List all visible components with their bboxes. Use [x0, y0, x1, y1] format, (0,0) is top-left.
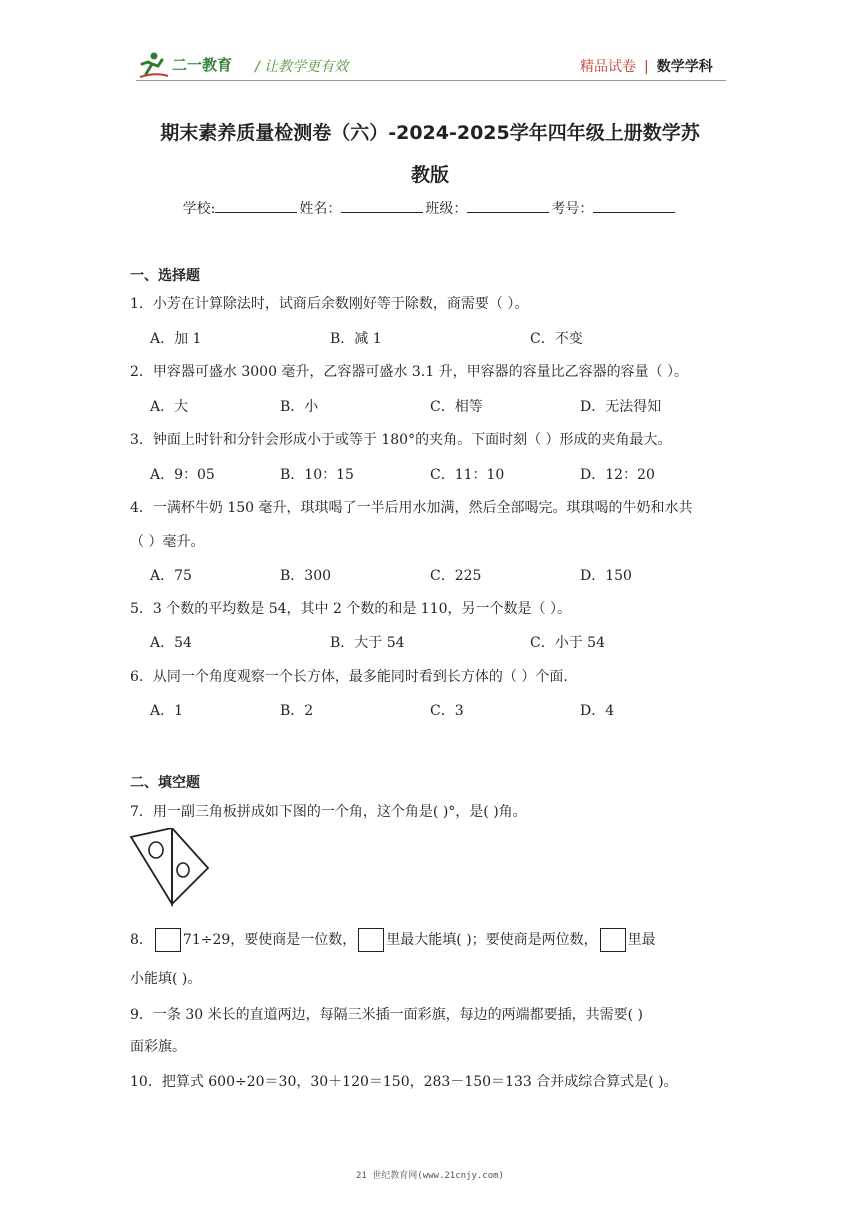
q5-option-a[interactable]: A．54 — [150, 635, 192, 651]
question-4-cont: （ ）毫升。 — [130, 534, 205, 550]
q6-option-c[interactable]: C．3 — [430, 703, 464, 719]
q8-blank-box[interactable] — [358, 928, 384, 952]
q8-text-3: 里最 — [627, 932, 656, 948]
question-7: 7．用一副三角板拼成如下图的一个角，这个角是( )°，是( )角。 — [130, 804, 527, 820]
q1-option-a[interactable]: A．加 1 — [150, 331, 202, 347]
q3-option-d[interactable]: D．12：20 — [580, 467, 655, 483]
section-heading-fill: 二、填空题 — [130, 775, 200, 791]
q8-blank-box[interactable] — [600, 928, 626, 952]
page-title: 期末素养质量检测卷（六）-2024-2025学年四年级上册数学苏 — [160, 122, 700, 144]
q6-option-b[interactable]: B．2 — [280, 703, 314, 719]
number-label: 考号： — [551, 201, 594, 217]
question-9: 9．一条 30 米长的直道两边，每隔三米插一面彩旗，每边的两端都要插，共需要( ) — [130, 1007, 643, 1023]
q6-option-a[interactable]: A．1 — [150, 703, 184, 719]
question-1: 1．小芳在计算除法时，试商后余数刚好等于除数，商需要（ ）。 — [130, 296, 529, 312]
triangle-rulers-figure — [128, 828, 212, 910]
q2-option-b[interactable]: B．小 — [280, 399, 319, 415]
question-8-cont: 小能填( )。 — [130, 971, 202, 987]
question-9-cont: 面彩旗。 — [130, 1039, 186, 1055]
q4-option-a[interactable]: A．75 — [150, 568, 192, 584]
question-10: 10．把算式 600÷20＝30，30＋120＝150，283－150＝133 合并成综合算式是( )。 — [130, 1074, 678, 1090]
q1-option-b[interactable]: B．减 1 — [330, 331, 382, 347]
name-label: 姓名： — [299, 201, 342, 217]
runner-logo-icon — [136, 50, 246, 80]
question-6: 6．从同一个角度观察一个长方体，最多能同时看到长方体的（ ）个面. — [130, 669, 568, 685]
section-heading-choice: 一、选择题 — [130, 268, 200, 284]
q6-option-d[interactable]: D．4 — [580, 703, 615, 719]
name-field[interactable] — [341, 200, 423, 213]
q3-option-b[interactable]: B．10：15 — [280, 467, 354, 483]
q3-option-c[interactable]: C．11：10 — [430, 467, 505, 483]
header-divider — [136, 80, 726, 81]
page-title-line2: 教版 — [410, 164, 449, 186]
question-5: 5．3 个数的平均数是 54，其中 2 个数的和是 110，另一个数是（ ）。 — [130, 601, 571, 617]
q8-text-2: 里最大能填( )；要使商是两位数， — [386, 932, 598, 948]
q8-number: 8． — [130, 932, 153, 948]
q5-option-c[interactable]: C．小于 54 — [530, 635, 605, 651]
q4-option-d[interactable]: D．150 — [580, 568, 632, 584]
q8-text-1: 71÷29，要使商是一位数， — [182, 932, 357, 948]
q2-option-a[interactable]: A．大 — [150, 399, 189, 415]
q4-option-c[interactable]: C．225 — [430, 568, 482, 584]
class-label: 班级： — [425, 201, 468, 217]
question-2: 2．甲容器可盛水 3000 毫升，乙容器可盛水 3.1 升，甲容器的容量比乙容器的容量（ ）。 — [130, 364, 689, 380]
school-field[interactable] — [215, 200, 297, 213]
question-8 — [130, 928, 656, 952]
number-field[interactable] — [593, 200, 675, 213]
q4-option-b[interactable]: B．300 — [280, 568, 332, 584]
set-square-angle-icon — [128, 828, 212, 910]
tag-premium: 精品试卷 — [580, 59, 636, 75]
tag-separator: | — [644, 59, 649, 75]
q8-blank-box[interactable] — [155, 928, 181, 952]
header-tags — [580, 56, 713, 76]
page-footer: 21 世纪教育网(www.21cnjy.com) — [356, 1171, 504, 1181]
question-4: 4．一满杯牛奶 150 毫升，琪琪喝了一半后用水加满，然后全部喝完。琪琪喝的牛奶和水共 — [130, 500, 693, 516]
q2-option-d[interactable]: D．无法得知 — [580, 399, 662, 415]
brand-logo — [136, 50, 246, 80]
q5-option-b[interactable]: B．大于 54 — [330, 635, 405, 651]
slogan: / 让教学更有效 — [255, 59, 349, 75]
school-label: 学校: — [182, 201, 216, 217]
q1-option-c[interactable]: C．不变 — [530, 331, 583, 347]
question-3: 3．钟面上时针和分针会形成小于或等于 180°的夹角。下面时刻（ ）形成的夹角最大。 — [130, 432, 672, 448]
class-field[interactable] — [467, 200, 549, 213]
q3-option-a[interactable]: A．9：05 — [150, 467, 215, 483]
logo-text: 二一教育 — [172, 56, 233, 74]
q2-option-c[interactable]: C．相等 — [430, 399, 483, 415]
student-info — [0, 198, 860, 218]
tag-subject: 数学学科 — [656, 59, 713, 75]
